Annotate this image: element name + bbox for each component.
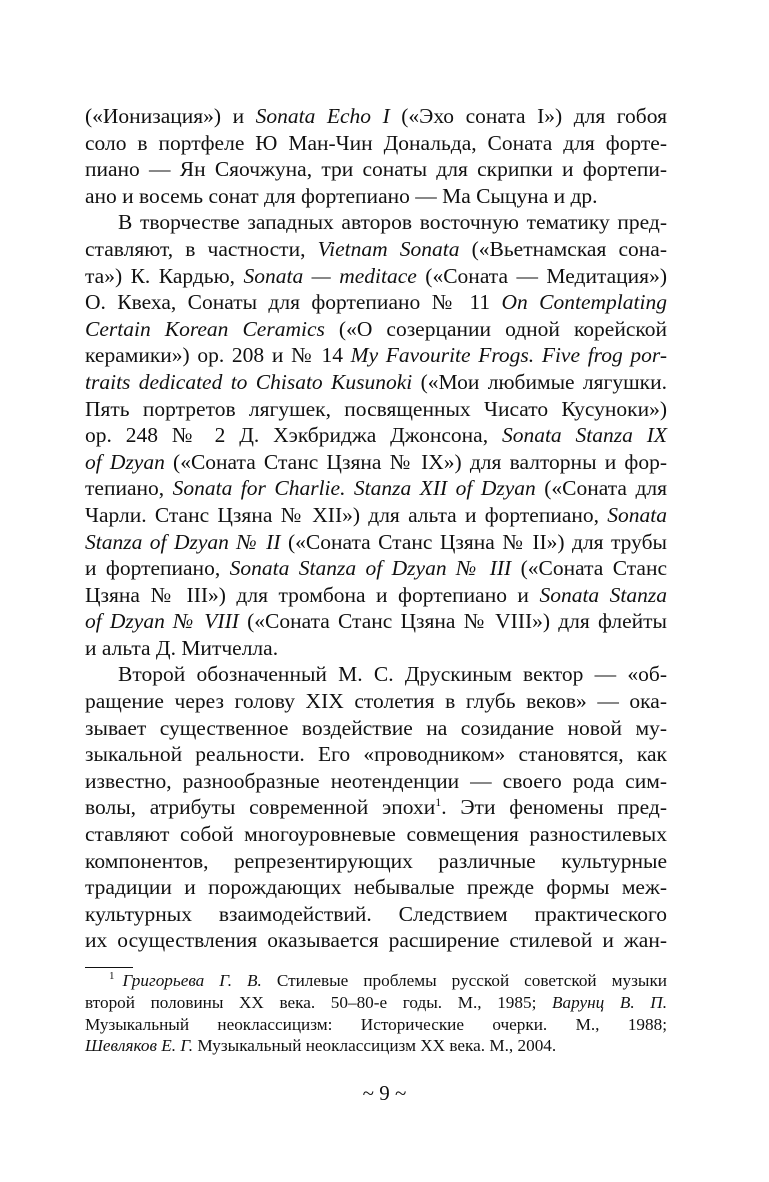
text-line: традиции и порождающих небывалые прежде формы меж-: [85, 875, 667, 900]
text-line: ращение через голову XIX столетия в глубь веков» — ока-: [85, 689, 667, 714]
text-line: пиано — Ян Сяочжуна, три сонаты для скрипки и фортепи-: [85, 157, 667, 182]
footnote-line-text: второй половины XX века. 50–80-е годы. М., 1985; Варунц В. П.: [85, 992, 667, 1012]
footnote-line-text: Музыкальный неоклассицизм: Исторические очерки. М., 1988;: [85, 1014, 667, 1034]
text-line: Stanza of Dzyan № II («Соната Станс Цзяна № II») для трубы: [85, 529, 668, 554]
text-line: О. Квеха, Сонаты для фортепиано № 11 On Contemplating: [85, 290, 667, 315]
text-line: их осуществления оказывается расширение стилевой и жан-: [85, 928, 667, 953]
footnote-line-text: Шевляков Е. Г. Музыкальный неоклассицизм XX века. М., 2004.: [85, 1036, 557, 1056]
text-line: и фортепиано, Sonata Stanza of Dzyan № III («Соната Станс: [85, 556, 668, 581]
footnote: [85, 970, 667, 1057]
text-line: культурных взаимодействий. Следствием практического: [85, 901, 667, 926]
text-line: op. 248 № 2 Д. Хэкбриджа Джонсона, Sonata Stanza IX: [85, 423, 667, 448]
text-line: компонентов, репрезентирующих различные культурные: [85, 848, 667, 873]
footnote-line: 1 Григорьева Г. В. Стилевые проблемы русской советской музыки: [109, 970, 667, 990]
text-line: и альта Д. Митчелла.: [85, 635, 279, 660]
text-line: («Ионизация») и Sonata Echo I («Эхо соната I») для гобоя: [85, 104, 667, 128]
footnote-line: [85, 1014, 667, 1036]
text-line: Цзяна № III») для тромбона и фортепиано и Sonata Stanza: [85, 582, 667, 607]
text-line: известно, разнообразные неотенденции — своего рода сим-: [85, 768, 667, 793]
text-line: Certain Korean Ceramics («О созерцании одной корейской: [85, 316, 668, 341]
footnote-separator: [85, 967, 133, 968]
text-line: ставляют, в частности, Vietnam Sonata («Вьетнамская сона-: [85, 236, 667, 261]
text-line: of Dzyan («Соната Станс Цзяна № IX») для валторны и фор-: [85, 449, 667, 474]
text-line: соло в портфеле Ю Ман-Чин Дональда, Соната для форте-: [85, 130, 667, 155]
footnote-line: [85, 992, 667, 1014]
text-line-with-footnote-ref: волы, атрибуты современной эпохи$^1$. Эти феномены пред-: [85, 795, 667, 820]
text-line: керамики») op. 208 и № 14 My Favourite Frogs. Five frog por-: [85, 343, 667, 368]
text-line: of Dzyan № VIII («Соната Станс Цзяна № VIII») для флейты: [85, 609, 667, 634]
footnote-line-text: Григорьева Г. В. Стилевые проблемы русской советской музыки: [122, 971, 667, 990]
paragraph-start-line: В творчестве западных авторов восточную тематику пред-: [118, 210, 667, 235]
main-text: [85, 103, 667, 954]
text-line: ано и восемь сонат для фортепиано — Ма Сыцуна и др.: [85, 183, 598, 208]
text-line: зыкальной реальности. Его «проводником» становятся, как: [85, 742, 667, 767]
footnote-line: [85, 1035, 667, 1057]
paragraph-start-line: Второй обозначенный М. С. Друскиным вектор — «об-: [118, 662, 667, 687]
text-line: ставляют собой многоуровневые совмещения разностилевых: [85, 822, 667, 847]
text-line: Пять портретов лягушек, посвященных Чисато Кусуноки»): [85, 396, 667, 421]
text-line: Чарли. Станс Цзяна № XII») для альта и фортепиано, Sonata: [85, 502, 667, 527]
text-line: зывает существенное воздействие на созидание новой му-: [85, 715, 667, 740]
text-line: traits dedicated to Chisato Kusunoki («Мои любимые лягушки.: [85, 369, 667, 394]
text-line: тепиано, Sonata for Charlie. Stanza XII of Dzyan («Соната для: [85, 476, 667, 501]
page-number: ~ 9 ~: [362, 1081, 407, 1105]
text-line: та») К. Кардью, Sonata — meditace («Соната — Медитация»): [85, 263, 667, 288]
